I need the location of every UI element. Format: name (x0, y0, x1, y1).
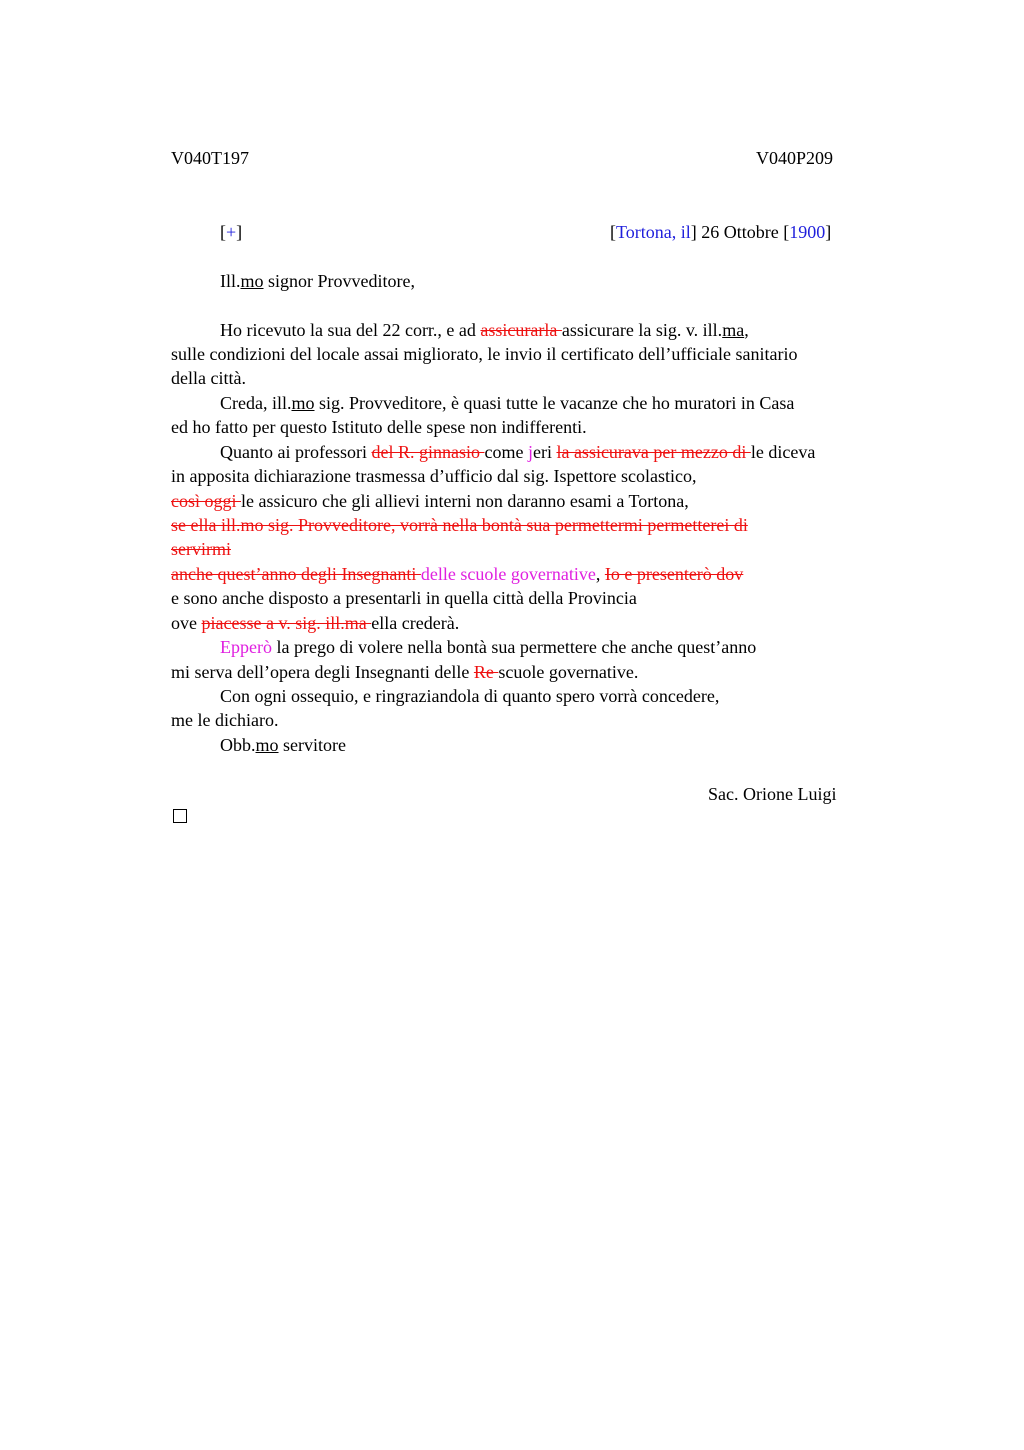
deletion: così oggi (171, 491, 241, 511)
end-box-icon (173, 809, 187, 823)
body-line-9 (171, 513, 748, 537)
year: 1900 (789, 222, 826, 242)
body-line-13: ove piacesse a v. sig. ill.ma ella crederà. (171, 613, 460, 633)
deletion: Io e presenterò dov (604, 564, 744, 584)
header-right-code: V040P209 (756, 148, 834, 168)
header-left-code: V040T197 (171, 148, 249, 168)
body-line-5: ed ho fatto per questo Istituto delle spese non indifferenti. (171, 417, 587, 437)
deletion: Re (473, 662, 499, 682)
body-line-16: Con ogni ossequio, e ringraziandola di quanto spero vorrà concedere, (220, 686, 720, 706)
date-text: 26 Ottobre (696, 222, 784, 242)
deletion: del R. ginnasio (371, 442, 485, 462)
insertion: j (527, 442, 533, 462)
place-date: [Tortona, il] 26 Ottobre [1900] (610, 222, 832, 242)
body-line-17: me le dichiaro. (171, 710, 279, 730)
body-line-12: e sono anche disposto a presentarli in quella città della Provincia (171, 588, 637, 608)
closing: Obb.mo servitore (220, 735, 346, 755)
body-line-6: Quanto ai professori del R. ginnasio come jeri la assicurava per mezzo di le diceva (220, 442, 816, 462)
signature: Sac. Orione Luigi (708, 784, 837, 804)
insertion: delle scuole governative (420, 564, 596, 584)
insertion: Epperò (220, 637, 272, 657)
body-line-11: anche quest’anno degli Insegnanti delle scuole governative, Io e presenterò dov (171, 564, 744, 584)
body-line-2: sulle condizioni del locale assai migliorato, le invio il certificato dell’ufficiale sanitario (171, 344, 798, 364)
body-line-4: Creda, ill.mo sig. Provveditore, è quasi tutte le vacanze che ho muratori in Casa (220, 393, 795, 413)
body-line-14: Epperò la prego di volere nella bontà sua permettere che anche quest’anno (220, 637, 757, 657)
plus-marker: [+] (220, 222, 243, 242)
body-line-8: così oggi le assicuro che gli allievi interni non daranno esami a Tortona, (171, 491, 689, 511)
deletion: assicurarla (480, 320, 562, 340)
body-line-1: Ho ricevuto la sua del 22 corr., e ad assicurarla assicurare la sig. v. ill.ma, (220, 320, 749, 340)
deletion: la assicurava per mezzo di (556, 442, 751, 462)
deletion: servirmi (171, 539, 231, 559)
body-line-3: della città. (171, 368, 246, 388)
place-name: Tortona, il (616, 222, 691, 242)
deletion: se ella ill.mo sig. Provveditore, vorrà nella bontà sua permettermi permetterei di (171, 515, 748, 535)
deletion: piacesse a v. sig. ill.ma (201, 613, 372, 633)
body-line-7: in apposita dichiarazione trasmessa d’ufficio dal sig. Ispettore scolastico, (171, 466, 697, 486)
body-line-15: mi serva dell’opera degli Insegnanti delle Re scuole governative. (171, 662, 639, 682)
body-line-10 (171, 537, 231, 561)
greeting: Ill.mo signor Provveditore, (220, 271, 415, 291)
deletion: anche quest’anno degli Insegnanti (171, 564, 421, 584)
